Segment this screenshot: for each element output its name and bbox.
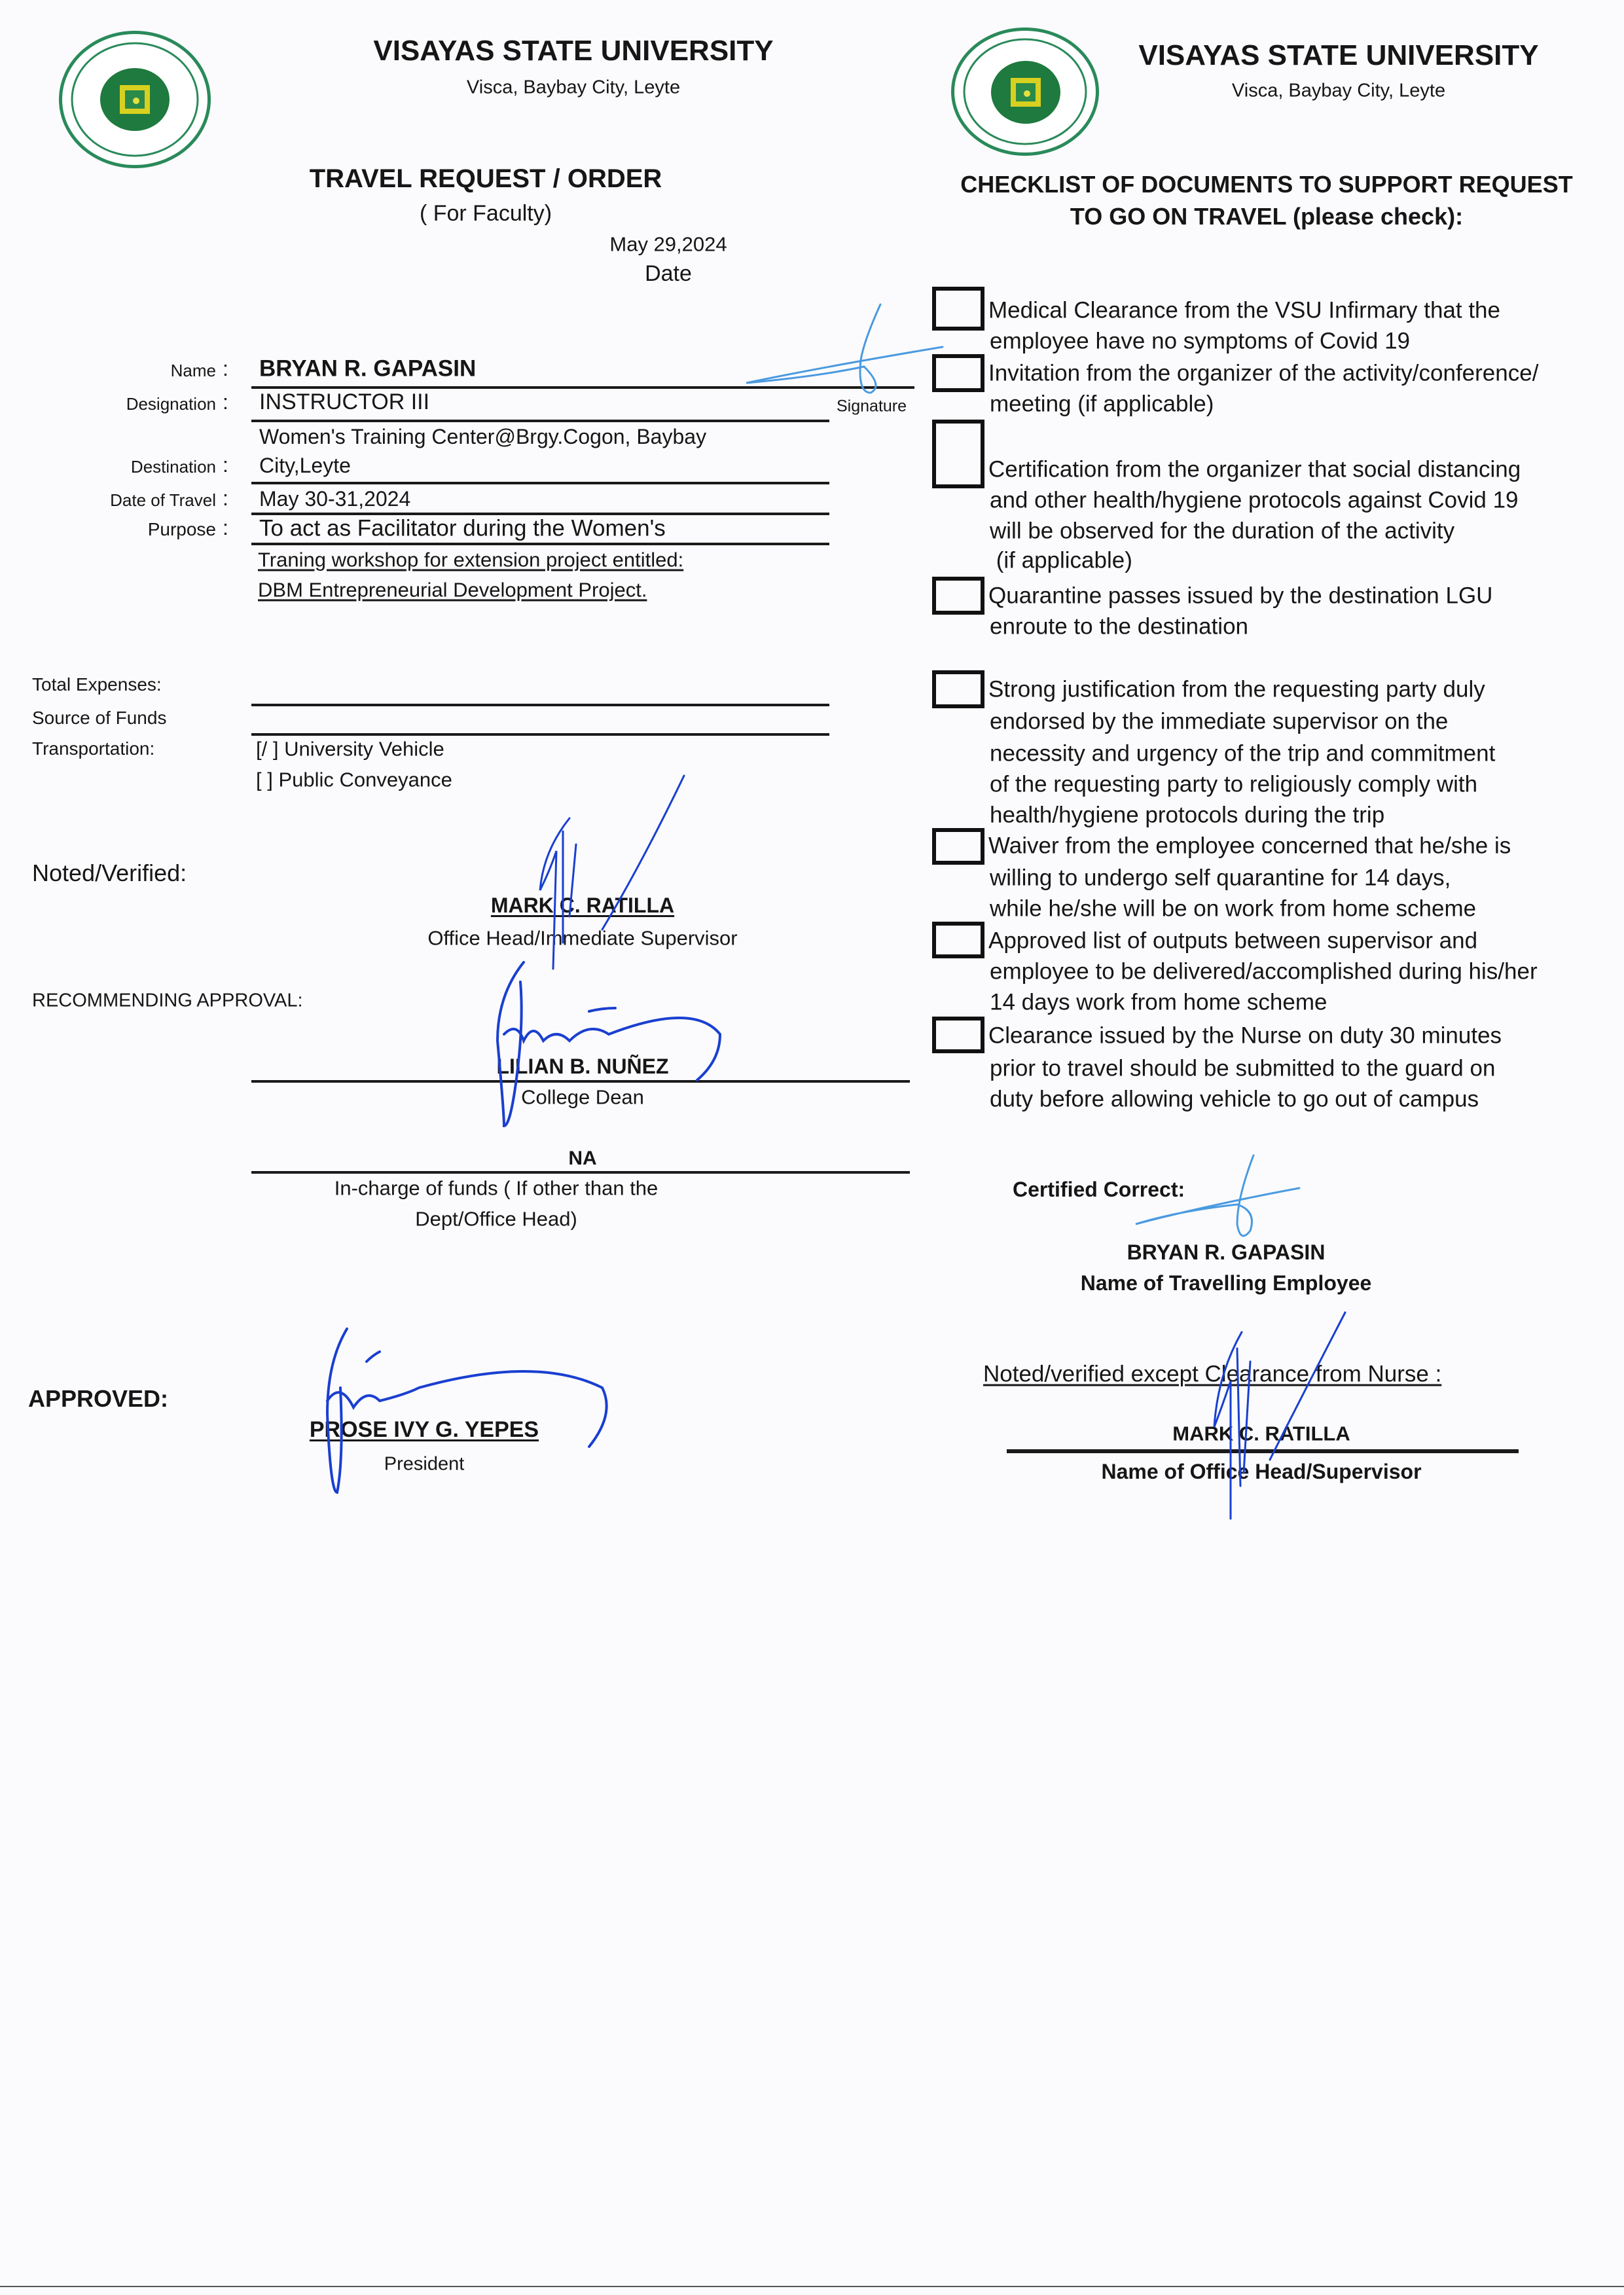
designation-value: INSTRUCTOR III — [259, 389, 430, 414]
source-of-funds-line — [251, 733, 829, 736]
employee-name: BRYAN R. GAPASIN — [1127, 1240, 1326, 1264]
funds-incharge-line — [251, 1171, 910, 1174]
destination-line2: City,Leyte — [259, 454, 351, 477]
checklist-item-text: and other health/hygiene protocols against Covid 19 — [990, 487, 1519, 513]
purpose-line1: To act as Facilitator during the Women's — [259, 515, 666, 541]
form-subtitle: ( For Faculty) — [419, 201, 552, 226]
source-of-funds-label: Source of Funds — [32, 708, 167, 728]
supervisor-line — [1007, 1449, 1519, 1453]
noted-verified-label: Noted/Verified: — [32, 859, 187, 886]
recommending-name: LILIAN B. NUÑEZ — [496, 1055, 669, 1078]
employee-caption: Name of Travelling Employee — [1080, 1271, 1372, 1295]
date-of-travel-label: Date of Travel — [110, 490, 216, 510]
university-name: VISAYAS STATE UNIVERSITY — [373, 35, 774, 67]
checklist-item-text: of the requesting party to religiously comply with — [990, 771, 1478, 797]
funds-incharge-name: NA — [568, 1148, 597, 1169]
supervisor-name: MARK C. RATILLA — [1172, 1422, 1350, 1445]
signature-ratilla-right — [1214, 1312, 1345, 1519]
transportation-label: Transportation: — [32, 738, 155, 759]
colon: : — [223, 516, 228, 539]
date-label: Date — [645, 261, 692, 286]
funds-incharge-title-2: Dept/Office Head) — [415, 1207, 577, 1231]
checklist-item-text: will be observed for the duration of the activity — [990, 518, 1455, 544]
designation-label: Designation — [126, 394, 216, 414]
noted-title: Office Head/Immediate Supervisor — [427, 926, 738, 950]
checklist-checkbox[interactable] — [932, 420, 984, 488]
checklist-title-1: CHECKLIST OF DOCUMENTS TO SUPPORT REQUEST — [960, 171, 1573, 198]
university-address-right: Visca, Baybay City, Leyte — [1231, 80, 1446, 101]
purpose-line2: Traning workshop for extension project entitled: — [258, 548, 684, 571]
colon: : — [223, 357, 228, 380]
checklist-item-text: Quarantine passes issued by the destination LGU — [988, 583, 1493, 609]
checklist-item-text: prior to travel should be submitted to the guard on — [990, 1055, 1496, 1081]
checklist-title-2: TO GO ON TRAVEL (please check): — [1070, 203, 1464, 230]
checklist-item-text: endorsed by the immediate supervisor on the — [990, 708, 1449, 734]
checklist-item-text: health/hygiene protocols during the trip — [990, 802, 1385, 828]
checklist-item-text: Medical Clearance from the VSU Infirmary that the — [988, 297, 1500, 323]
purpose-line3: DBM Entrepreneurial Development Project. — [258, 578, 647, 602]
purpose-label: Purpose — [147, 519, 216, 539]
designation-underline — [251, 420, 829, 422]
checklist-item-text: Clearance issued by the Nurse on duty 30 minutes — [988, 1022, 1502, 1049]
checklist-item-text: employee have no symptoms of Covid 19 — [990, 328, 1410, 354]
checklist-item-text: enroute to the destination — [990, 613, 1249, 640]
name-label: Name — [170, 361, 216, 380]
checklist-item-text: Strong justification from the requesting party duly — [988, 676, 1485, 702]
university-name-right: VISAYAS STATE UNIVERSITY — [1138, 39, 1539, 71]
destination-line1: Women's Training Center@Brgy.Cogon, Baybay — [259, 425, 707, 448]
destination-label: Destination — [130, 457, 216, 477]
name-value: BRYAN R. GAPASIN — [259, 355, 477, 382]
checklist-checkbox[interactable] — [932, 922, 984, 958]
checklist-item-text: Certification from the organizer that social distancing — [988, 456, 1521, 482]
total-expenses-label: Total Expenses: — [32, 674, 162, 695]
colon: : — [223, 453, 228, 477]
date-value: May 29,2024 — [609, 232, 727, 256]
checklist-checkbox[interactable] — [932, 287, 984, 331]
colon: : — [223, 486, 228, 510]
checklist-item-text: 14 days work from home scheme — [990, 989, 1327, 1015]
checklist-item-text: Invitation from the organizer of the activity/conference/ — [988, 360, 1539, 386]
checklist-checkbox[interactable] — [932, 354, 984, 392]
recommending-title: College Dean — [521, 1085, 644, 1109]
approved-label: APPROVED: — [28, 1385, 169, 1412]
colon: : — [223, 390, 228, 414]
page-bottom-line — [0, 2286, 1624, 2287]
checklist-checkbox[interactable] — [932, 670, 984, 708]
transport-public-conveyance: [ ] Public Conveyance — [256, 768, 452, 791]
transport-university-vehicle: [/ ] University Vehicle — [256, 737, 444, 761]
total-expenses-line — [251, 704, 829, 706]
signature-yepes — [327, 1329, 607, 1492]
checklist-item-text: while he/she will be on work from home scheme — [990, 895, 1477, 922]
date-of-travel-underline — [251, 513, 829, 515]
funds-incharge-title-1: In-charge of funds ( If other than the — [334, 1176, 659, 1200]
noted-name: MARK C. RATILLA — [490, 894, 675, 917]
checklist-item-text: duty before allowing vehicle to go out of campus — [990, 1086, 1479, 1112]
recommending-approval-label: RECOMMENDING APPROVAL: — [32, 990, 303, 1011]
checklist-checkbox[interactable] — [932, 1017, 984, 1053]
supervisor-caption: Name of Office Head/Supervisor — [1101, 1460, 1422, 1483]
signature-label: Signature — [837, 397, 907, 416]
checklist-checkbox[interactable] — [932, 828, 984, 865]
noted-except-label: Noted/verified except Clearance from Nurse : — [983, 1361, 1442, 1387]
university-seal-logo — [59, 31, 211, 168]
destination-underline — [251, 482, 829, 484]
checklist-item-text: necessity and urgency of the trip and commitment — [990, 740, 1496, 767]
purpose-underline — [251, 543, 829, 545]
university-address: Visca, Baybay City, Leyte — [466, 77, 681, 98]
checklist-item-text: employee to be delivered/accomplished during his/her — [990, 958, 1538, 985]
recommending-line — [251, 1080, 910, 1083]
date-of-travel-value: May 30-31,2024 — [259, 487, 411, 511]
approved-name: PROSE IVY G. YEPES — [309, 1417, 539, 1442]
checklist-item-text: meeting (if applicable) — [990, 391, 1214, 417]
signature-gapasin-top — [746, 304, 943, 393]
approved-title: President — [384, 1453, 465, 1475]
university-seal-logo-right — [951, 27, 1099, 156]
checklist-checkbox[interactable] — [932, 577, 984, 615]
checklist-item-text: Waiver from the employee concerned that he/she is — [988, 833, 1511, 859]
checklist-item-text: Approved list of outputs between supervisor and — [988, 928, 1478, 954]
certified-correct-label: Certified Correct: — [1013, 1178, 1185, 1201]
name-underline — [251, 386, 914, 389]
checklist-item-text: (if applicable) — [990, 547, 1132, 573]
checklist-item-text: willing to undergo self quarantine for 14 days, — [990, 865, 1451, 891]
form-title: TRAVEL REQUEST / ORDER — [309, 164, 662, 193]
